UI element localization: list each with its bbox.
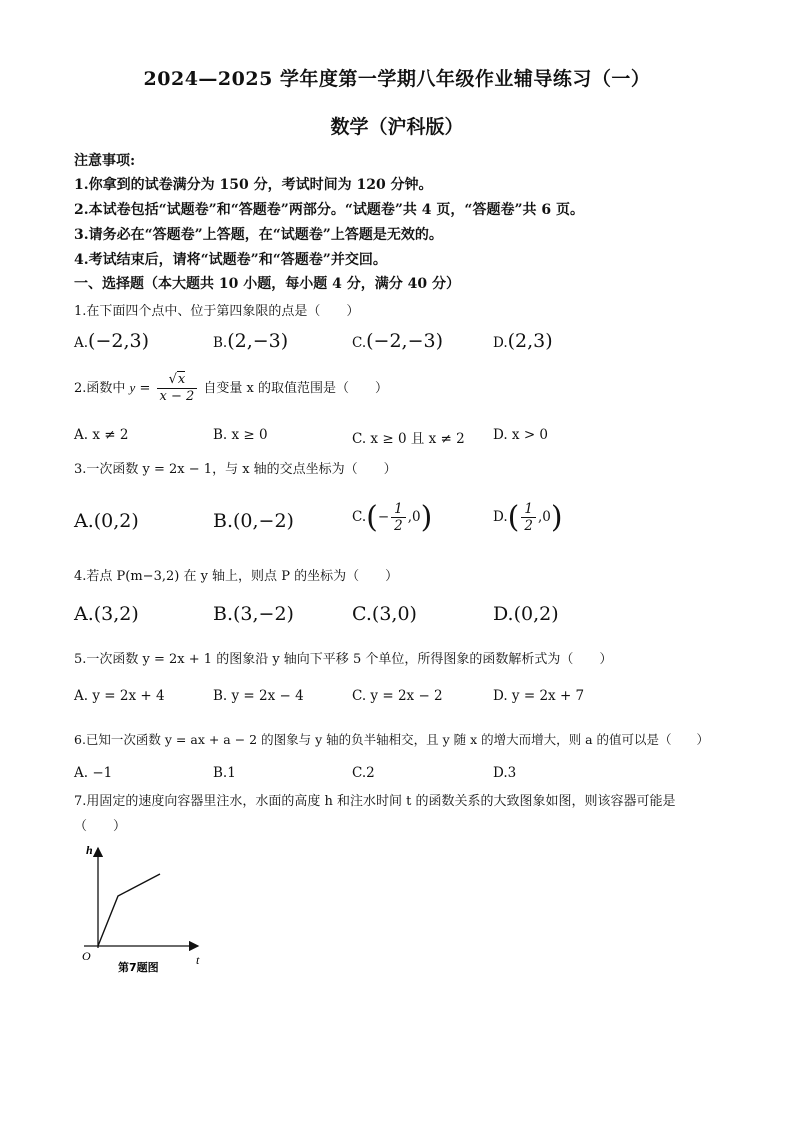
q5-option-a: A. y = 2x + 4 bbox=[74, 688, 165, 704]
x-axis-label: t bbox=[196, 953, 200, 967]
question-7-paren: （ ） bbox=[74, 819, 127, 834]
q4-option-a: A.(3,2) bbox=[74, 603, 139, 625]
q5-option-b: B. y = 2x − 4 bbox=[213, 688, 304, 704]
q2-option-b: B. x ≥ 0 bbox=[213, 427, 268, 443]
q1-option-d: D.(2,3) bbox=[493, 330, 553, 352]
q6-option-b: B.1 bbox=[213, 765, 236, 781]
q3-option-c: C.(− $\frac{1}{2}$ ,0) bbox=[352, 500, 433, 535]
q3-option-b: B.(0,−2) bbox=[213, 510, 294, 532]
question-4: 4.若点 P(m−3,2) 在 y 轴上，则点 P 的坐标为（ ） bbox=[74, 569, 399, 584]
q3-option-a: A.(0,2) bbox=[74, 510, 139, 532]
question-1: 1.在下面四个点中、位于第四象限的点是（ ） bbox=[74, 304, 360, 319]
q2-option-a: A. x ≠ 2 bbox=[74, 427, 129, 443]
q1-option-a: A.(−2,3) bbox=[74, 330, 150, 352]
notice-item-4: 4.考试结束后，请将“试题卷”和“答题卷”并交回。 bbox=[74, 252, 387, 268]
q2-option-d: D. x > 0 bbox=[493, 427, 549, 443]
figure-caption: 第7题图 bbox=[118, 961, 159, 974]
q2-fraction: $\frac{√x}{x - 2}$ bbox=[157, 372, 198, 405]
q1-option-b: B.(2,−3) bbox=[213, 330, 289, 352]
page-title: 2024—2025 学年度第一学期八年级作业辅导练习（一） bbox=[143, 68, 651, 90]
q6-option-d: D.3 bbox=[493, 765, 517, 781]
q7-figure bbox=[74, 838, 214, 978]
notice-item-3: 3.请务必在“答题卷”上答题，在“试题卷”上答题是无效的。 bbox=[74, 227, 443, 243]
section-title: 一、选择题（本大题共 10 小题，每小题 4 分，满分 40 分） bbox=[74, 276, 460, 292]
origin-label: O bbox=[82, 949, 91, 963]
q3-option-d: D.( $\frac{1}{2}$ ,0) bbox=[493, 500, 563, 535]
notice-item-1: 1.你拿到的试卷满分为 150 分，考试时间为 120 分钟。 bbox=[74, 177, 433, 193]
question-7: 7.用固定的速度向容器里注水，水面的高度 h 和注水时间 t 的函数关系的大致图象如图，则该容器可能是 bbox=[74, 794, 676, 809]
graph-line bbox=[98, 874, 160, 946]
question-5: 5.一次函数 y = 2x + 1 的图象沿 y 轴向下平移 5 个单位，所得图象的函数解析式为（ ） bbox=[74, 652, 613, 667]
q4-option-b: B.(3,−2) bbox=[213, 603, 294, 625]
q1-option-c: C.(−2,−3) bbox=[352, 330, 444, 352]
question-2: 2.函数中 y = $\frac{√x}{x - 2}$ 自变量 x 的取值范围是（ ） bbox=[74, 372, 389, 404]
page-subtitle: 数学（沪科版） bbox=[330, 116, 464, 138]
q6-option-c: C.2 bbox=[352, 765, 375, 781]
q6-option-a: A. −1 bbox=[74, 765, 113, 781]
q4-option-d: D.(0,2) bbox=[493, 603, 559, 625]
q5-option-d: D. y = 2x + 7 bbox=[493, 688, 585, 704]
notice-heading: 注意事项: bbox=[74, 153, 136, 169]
q5-option-c: C. y = 2x − 2 bbox=[352, 688, 443, 704]
question-3: 3.一次函数 y = 2x − 1，与 x 轴的交点坐标为（ ） bbox=[74, 462, 397, 477]
q4-option-c: C.(3,0) bbox=[352, 603, 417, 625]
y-axis-label: h bbox=[86, 843, 93, 857]
question-6: 6.已知一次函数 y = ax + a − 2 的图象与 y 轴的负半轴相交，且 y 随 x 的增大而增大，则 a 的值可以是（ ） bbox=[74, 732, 710, 747]
q2-option-c: C. x ≥ 0 且 x ≠ 2 bbox=[352, 431, 465, 447]
notice-item-2: 2.本试卷包括“试题卷”和“答题卷”两部分。“试题卷”共 4 页，“答题卷”共 6 页。 bbox=[74, 202, 585, 218]
